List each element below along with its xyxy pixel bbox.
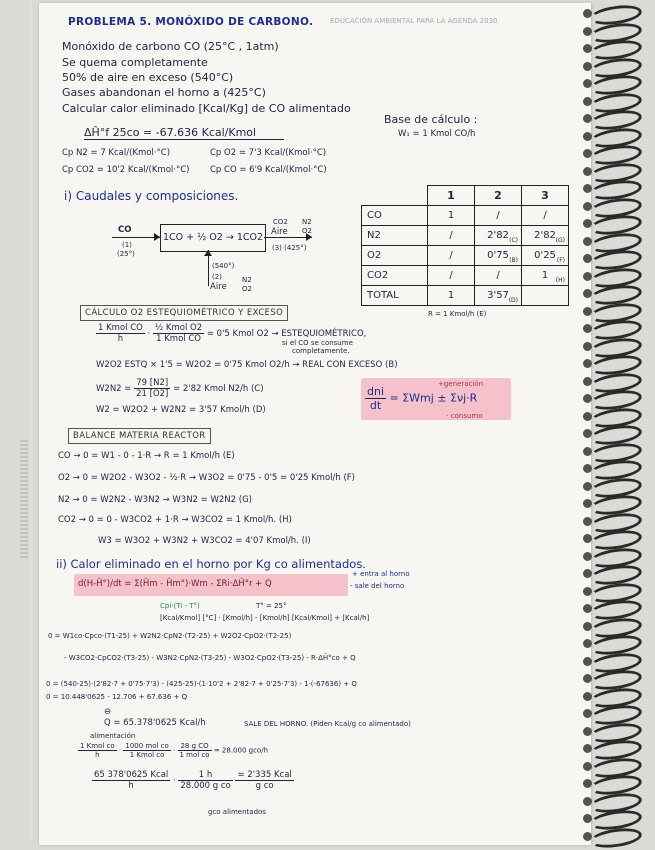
generation-note: +generación xyxy=(438,380,484,388)
binding-hole xyxy=(583,552,592,561)
conversion-label: alimentación xyxy=(90,732,136,740)
calc-o2-box: CÁLCULO O2 ESTEQUIOMÉTRICO Y EXCESO xyxy=(80,305,288,321)
binding-hole xyxy=(583,272,592,281)
air-temperature: (540°) xyxy=(212,262,235,270)
binding-hole xyxy=(583,674,592,683)
composition-table xyxy=(361,185,569,306)
binding-hole xyxy=(583,622,592,631)
balance-o2: O2 → 0 = W2O2 - W3O2 - ½·R → W3O2 = 0'75 - 0'5 = 0'25 Kmol/h (F) xyxy=(58,473,355,483)
outlet-air: Aire xyxy=(271,227,288,237)
section-2-title: ii) Calor eliminado en el horno por Kg co alimentados. xyxy=(56,557,366,571)
result-q: Q = 65.378'0625 Kcal/h xyxy=(104,718,206,728)
table-row xyxy=(362,286,569,306)
table-row xyxy=(362,226,569,246)
binding-hole xyxy=(583,9,592,18)
outlet-o2: O2 xyxy=(302,227,312,235)
row-label: TOTAL xyxy=(362,286,428,306)
table-row xyxy=(362,266,569,286)
reactor-box: 1CO + ½ O2 → 1CO2 xyxy=(160,224,266,252)
air-stream-number: (2) xyxy=(212,273,222,281)
binding-hole xyxy=(583,709,592,718)
table-cell: 3'57 (D) xyxy=(475,286,522,306)
binding-hole xyxy=(583,744,592,753)
binding-hole xyxy=(583,237,592,246)
consumption-note: - consumo xyxy=(446,412,483,420)
table-cell: 1 xyxy=(428,286,475,306)
row-label: CO xyxy=(362,206,428,226)
balance-box: BALANCE MATERIA REACTOR xyxy=(68,428,211,444)
balance-co: CO → 0 = W1 - 0 - 1·R → R = 1 Kmol/h (E) xyxy=(58,451,235,461)
binding-hole xyxy=(583,377,592,386)
binding-hole xyxy=(583,429,592,438)
expansion-line-2: - W3CO2·CpCO2·(T3-25) - W3N2·CpN2·(T3-25) - W3O2·CpO2·(T3-25) - R·ΔĤ°co + Q xyxy=(64,654,356,662)
base-value: W₁ = 1 Kmol CO/h xyxy=(398,129,476,139)
final-note: gco alimentados xyxy=(208,808,266,816)
table-cell: 0'25 (F) xyxy=(522,246,569,266)
enters-note: + entra al horno xyxy=(352,570,410,578)
binding-hole xyxy=(583,499,592,508)
final-expression: $\frac{\text{65 378'0625 Kcal}}{h}$ · $\frac{1 h}{\text{28.000 g co}}$ $\frac{\text{= 2'335 Kcal}}{\text{g co}}$ xyxy=(94,770,292,791)
cp-co2: Cp CO2 = 10'2 Kcal/(Kmol·°C) xyxy=(62,165,190,175)
table-cell: / xyxy=(428,226,475,246)
table-cell: 0'75 (B) xyxy=(475,246,522,266)
conversion-expression: $\frac{\text{1 Kmol co}}{h}$ · $\frac{\text{1000 mol co}}{\text{1 Kmol co}}$ · $\frac{\text{28 g CO}}{\text{1 mol co}}$ = 28.000 gco/h xyxy=(80,742,269,759)
binding-hole xyxy=(583,727,592,736)
column-header: 2 xyxy=(475,186,522,206)
calc-line-2: W2O2 ESTQ × 1'5 = W2O2 = 0'75 Kmol O2/h → REAL CON EXCESO (B) xyxy=(96,360,398,370)
table-row xyxy=(362,206,569,226)
section-1-title: i) Caudales y composiciones. xyxy=(64,189,239,203)
binding-hole xyxy=(583,132,592,141)
statement-line-4: Gases abandonan el horno a (425°C) xyxy=(62,86,266,99)
column-header: 3 xyxy=(522,186,569,206)
binding-hole xyxy=(583,97,592,106)
binding-hole xyxy=(583,219,592,228)
table-cell: 2'82 (C) xyxy=(475,226,522,246)
binding-hole xyxy=(583,307,592,316)
reference-temperature: T° = 25° xyxy=(256,602,287,610)
binding-hole xyxy=(583,517,592,526)
outlet-stream: (3) (425°) xyxy=(272,244,307,252)
calc-line-4: W2 = W2O2 + W2N2 = 3'57 Kmol/h (D) xyxy=(96,405,266,415)
statement-line-2: Se quema completamente xyxy=(62,56,208,69)
row-label: CO2 xyxy=(362,266,428,286)
table-cell: / xyxy=(475,206,522,226)
page-title: PROBLEMA 5. MONÓXIDO DE CARBONO. xyxy=(68,16,314,28)
table-cell xyxy=(522,286,569,306)
table-cell: 2'82 (G) xyxy=(522,226,569,246)
table-header-row xyxy=(362,186,569,206)
feed-temperature: (25°) xyxy=(117,250,135,258)
binding-hole xyxy=(583,482,592,491)
binding-hole xyxy=(583,359,592,368)
binding-hole xyxy=(583,762,592,771)
binding-hole xyxy=(583,289,592,298)
air-o2: O2 xyxy=(242,285,252,293)
calc-note-2: completamente. xyxy=(292,347,350,355)
enthalpy-formation: ΔĤ°f 25co = -67.636 Kcal/Kmol xyxy=(84,126,257,139)
binding-hole xyxy=(583,464,592,473)
binding-hole xyxy=(583,779,592,788)
binding-hole xyxy=(583,27,592,36)
balance-n2: N2 → 0 = W2N2 - W3N2 → W3N2 = W2N2 (G) xyxy=(58,495,252,505)
binding-hole xyxy=(583,692,592,701)
table-cell: / xyxy=(428,266,475,286)
binding-hole xyxy=(583,604,592,613)
calc-line-3: W2N2 = $\frac{79 [N2]}{21 [O2]}$ = 2'82 Kmol N2/h (C) xyxy=(96,378,264,399)
binding-hole xyxy=(583,202,592,211)
numeric-line-2: 0 = 10.448'0625 - 12.706 + 67.636 + Q xyxy=(46,693,188,701)
binding-hole xyxy=(583,324,592,333)
binding-hole xyxy=(583,394,592,403)
binding-hole xyxy=(583,114,592,123)
row-label: N2 xyxy=(362,226,428,246)
table-cell: / xyxy=(475,266,522,286)
binding-hole xyxy=(583,79,592,88)
base-label: Base de cálculo : xyxy=(384,113,478,126)
binding-hole xyxy=(583,167,592,176)
feed-stream-number: (1) xyxy=(122,241,132,249)
binding-hole xyxy=(583,569,592,578)
statement-line-1: Monóxido de carbono CO (25°C , 1atm) xyxy=(62,40,279,53)
binding-hole xyxy=(583,44,592,53)
expansion-line-1: 0 = W1co·Cpco·(T1-25) + W2N2·CpN2·(T2-25) + W2O2·CpO2·(T2-25) xyxy=(48,632,292,640)
binding-hole xyxy=(583,814,592,823)
binding-hole xyxy=(583,534,592,543)
spiral-binding xyxy=(590,0,650,848)
row-label: O2 xyxy=(362,246,428,266)
binding-hole xyxy=(583,639,592,648)
binding-hole xyxy=(583,797,592,806)
statement-line-5: Calcular calor eliminado [Kcal/Kg] de CO alimentado xyxy=(62,102,351,115)
balance-total: W3 = W3O2 + W3N2 + W3CO2 = 4'07 Kmol/h. (I) xyxy=(98,536,311,546)
binding-hole xyxy=(583,832,592,841)
faint-header: EDUCACIÓN AMBIENTAL PARA LA AGENDA 2030 xyxy=(330,17,498,25)
statement-line-3: 50% de aire en exceso (540°C) xyxy=(62,71,234,84)
table-cell: 1 xyxy=(428,206,475,226)
binding-hole xyxy=(583,412,592,421)
cp-n2: Cp N2 = 7 Kcal/(Kmol·°C) xyxy=(62,148,171,158)
table-cell: 1 (H) xyxy=(522,266,569,286)
air-n2: N2 xyxy=(242,276,252,284)
calc-line-1: $\frac{\text{1 Kmol CO}}{h}$ · $\frac{\text{½ Kmol O2}}{\text{1 Kmol CO}}$ = 0'5 Kmol O2 → ESTEQUIOMÉTRICO, xyxy=(98,323,367,344)
leaves-note: - sale del horno xyxy=(350,582,405,590)
column-header: 1 xyxy=(428,186,475,206)
energy-balance-equation: d(H-Ĥ°)/dt = Σ(Ĥm - Ĥm°)·Wm - ΣRi·ΔĤ°r + Q xyxy=(78,579,272,589)
outlet-n2: N2 xyxy=(302,218,312,226)
general-balance-equation: $\frac{\text{dni}}{dt}$ = ΣWmj ± Σνj·R xyxy=(367,385,478,412)
binding-hole xyxy=(583,587,592,596)
table-footnote: R = 1 Kmol/h (E) xyxy=(428,310,487,318)
units-row: [Kcal/Kmol] [°C] · [Kmol/h] - [Kmol/h] [Kcal/Kmol] + [Kcal/h] xyxy=(160,614,370,622)
binding-hole xyxy=(583,62,592,71)
table-cell: / xyxy=(522,206,569,226)
cp-o2: Cp O2 = 7'3 Kcal/(Kmol·°C) xyxy=(210,148,327,158)
binding-hole xyxy=(583,184,592,193)
table-cell: / xyxy=(428,246,475,266)
binding-hole xyxy=(583,342,592,351)
numeric-line-1: 0 = (540-25)·(2'82·7 + 0'75·7'3) - (425-25)·(1·10'2 + 2'82·7 + 0'25·7'3) - 1·(-67636) + Q xyxy=(46,680,357,688)
calc-note-1: si el CO se consume xyxy=(282,339,353,347)
balance-co2: CO2 → 0 = 0 - W3CO2 + 1·R → W3CO2 = 1 Kmol/h. (H) xyxy=(58,515,292,525)
binding-hole xyxy=(583,657,592,666)
binding-hole xyxy=(583,447,592,456)
spine-label xyxy=(20,440,28,560)
cp-note: Cpi·(Ti - T°) xyxy=(160,602,200,610)
binding-hole xyxy=(583,149,592,158)
feed-co-label: CO xyxy=(118,225,132,235)
result-note: SALE DEL HORNO. (Piden Kcal/g co alimentado) xyxy=(244,720,411,728)
air-label: Aire xyxy=(210,282,227,292)
binding-hole xyxy=(583,254,592,263)
cp-co: Cp CO = 6'9 Kcal/(Kmol·°C) xyxy=(210,165,327,175)
table-row xyxy=(362,246,569,266)
result-sign: ⊖ xyxy=(104,707,112,717)
outlet-co2: CO2 xyxy=(273,218,288,226)
